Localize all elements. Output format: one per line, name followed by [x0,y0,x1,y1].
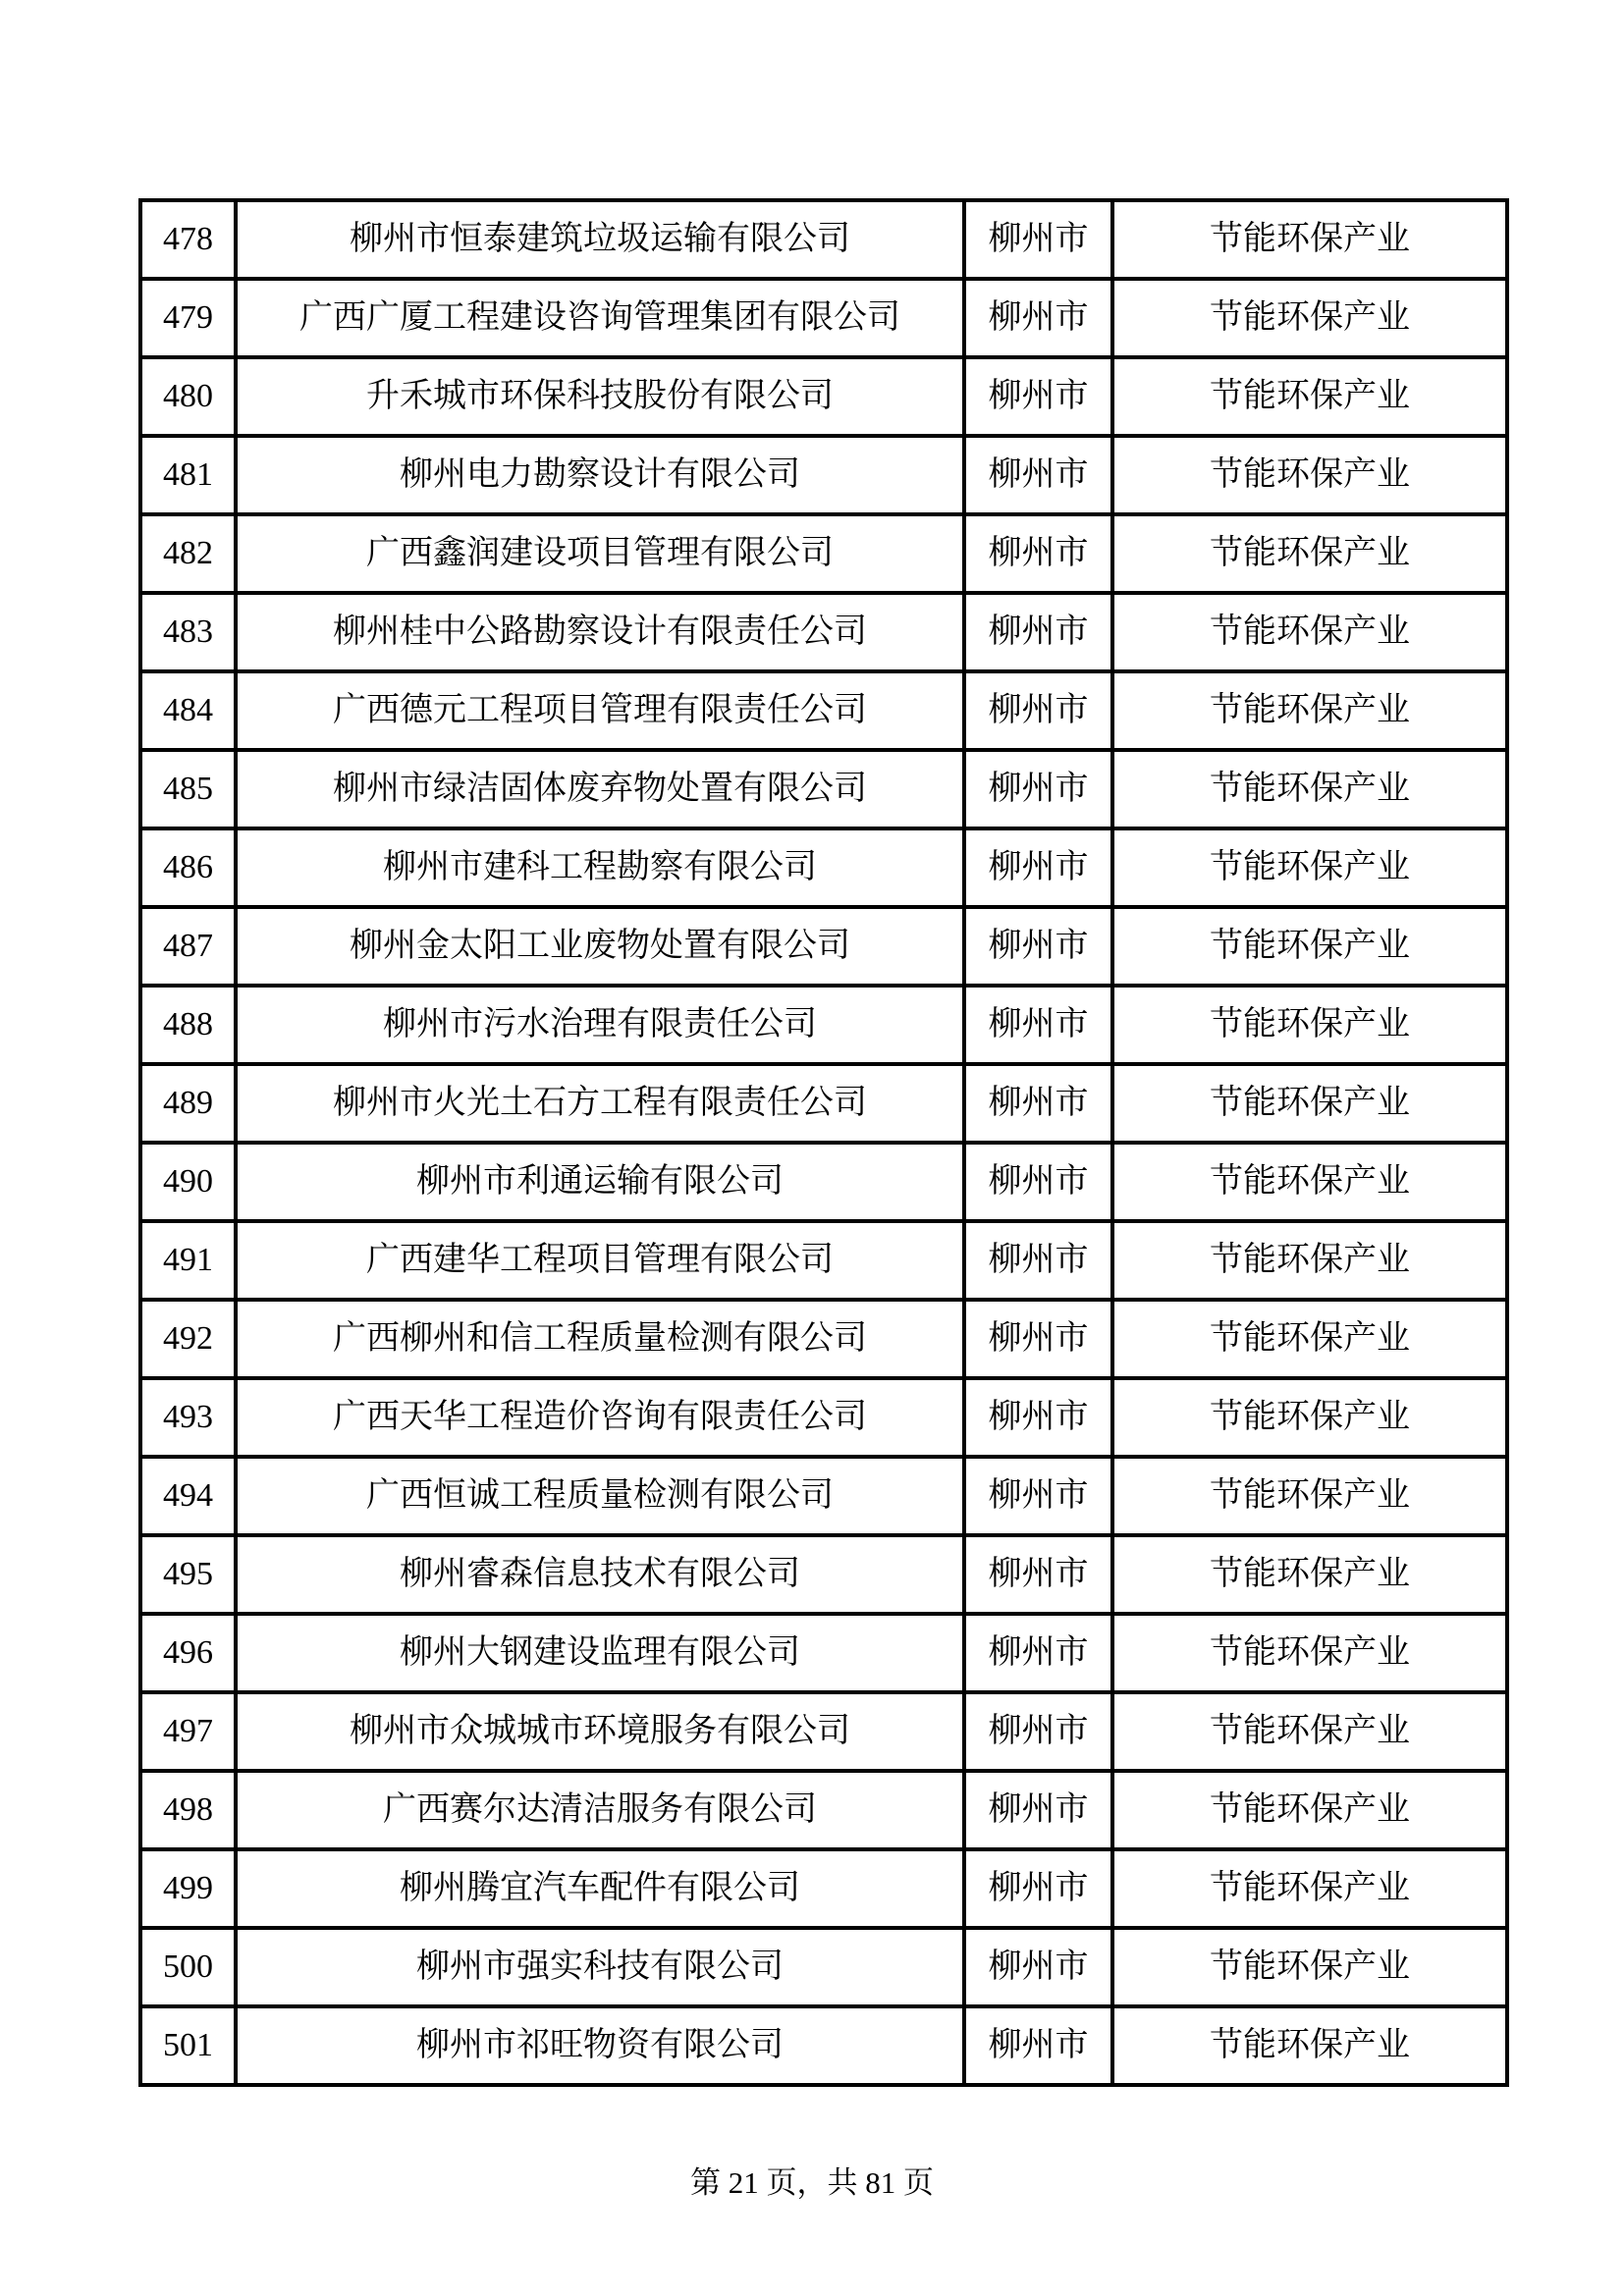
table-row [140,671,1507,750]
row-number-cell: 479 [140,279,236,357]
table-row [140,1064,1507,1143]
company-name-cell: 柳州市火光土石方工程有限责任公司 [236,1064,964,1143]
city-cell: 柳州市 [964,357,1112,436]
company-name-cell: 柳州市绿洁固体废弃物处置有限公司 [236,750,964,828]
city-cell: 柳州市 [964,828,1112,907]
row-number-cell: 484 [140,671,236,750]
row-number-cell: 478 [140,200,236,279]
table-row [140,357,1507,436]
industry-cell: 节能环保产业 [1112,1928,1507,2006]
city-cell: 柳州市 [964,1928,1112,2006]
city-cell: 柳州市 [964,1300,1112,1378]
city-cell: 柳州市 [964,436,1112,514]
company-name-cell: 广西天华工程造价咨询有限责任公司 [236,1378,964,1457]
city-cell: 柳州市 [964,1457,1112,1535]
table-row [140,750,1507,828]
table-row [140,986,1507,1064]
company-name-cell: 柳州市祁旺物资有限公司 [236,2006,964,2085]
table-body [140,200,1507,2085]
city-cell: 柳州市 [964,1378,1112,1457]
city-cell: 柳州市 [964,1771,1112,1849]
company-name-cell: 升禾城市环保科技股份有限公司 [236,357,964,436]
industry-cell: 节能环保产业 [1112,279,1507,357]
row-number-cell: 483 [140,593,236,671]
industry-cell: 节能环保产业 [1112,436,1507,514]
row-number-cell: 496 [140,1614,236,1692]
row-number-cell: 491 [140,1221,236,1300]
row-number-cell: 481 [140,436,236,514]
table-row [140,1300,1507,1378]
industry-cell: 节能环保产业 [1112,1300,1507,1378]
industry-cell: 节能环保产业 [1112,1457,1507,1535]
table-row [140,514,1507,593]
table-row [140,436,1507,514]
company-name-cell: 柳州市污水治理有限责任公司 [236,986,964,1064]
row-number-cell: 493 [140,1378,236,1457]
city-cell: 柳州市 [964,671,1112,750]
city-cell: 柳州市 [964,514,1112,593]
table-row [140,1849,1507,1928]
company-name-cell: 广西德元工程项目管理有限责任公司 [236,671,964,750]
company-name-cell: 广西鑫润建设项目管理有限公司 [236,514,964,593]
company-name-cell: 柳州腾宜汽车配件有限公司 [236,1849,964,1928]
industry-cell: 节能环保产业 [1112,2006,1507,2085]
company-name-cell: 柳州市强实科技有限公司 [236,1928,964,2006]
industry-cell: 节能环保产业 [1112,828,1507,907]
table-row [140,1457,1507,1535]
company-name-cell: 柳州电力勘察设计有限公司 [236,436,964,514]
industry-cell: 节能环保产业 [1112,593,1507,671]
industry-cell: 节能环保产业 [1112,1143,1507,1221]
city-cell: 柳州市 [964,986,1112,1064]
row-number-cell: 489 [140,1064,236,1143]
company-name-cell: 广西柳州和信工程质量检测有限公司 [236,1300,964,1378]
company-name-cell: 柳州睿森信息技术有限公司 [236,1535,964,1614]
row-number-cell: 487 [140,907,236,986]
industry-cell: 节能环保产业 [1112,1849,1507,1928]
industry-cell: 节能环保产业 [1112,200,1507,279]
table-row [140,828,1507,907]
city-cell: 柳州市 [964,1849,1112,1928]
city-cell: 柳州市 [964,200,1112,279]
row-number-cell: 488 [140,986,236,1064]
table-row [140,1928,1507,2006]
company-name-cell: 柳州市恒泰建筑垃圾运输有限公司 [236,200,964,279]
table-row [140,1378,1507,1457]
industry-cell: 节能环保产业 [1112,514,1507,593]
industry-cell: 节能环保产业 [1112,907,1507,986]
company-name-cell: 柳州市众城城市环境服务有限公司 [236,1692,964,1771]
row-number-cell: 495 [140,1535,236,1614]
table-row [140,1692,1507,1771]
row-number-cell: 497 [140,1692,236,1771]
row-number-cell: 490 [140,1143,236,1221]
table-row [140,279,1507,357]
city-cell: 柳州市 [964,907,1112,986]
company-name-cell: 广西广厦工程建设咨询管理集团有限公司 [236,279,964,357]
city-cell: 柳州市 [964,2006,1112,2085]
city-cell: 柳州市 [964,1614,1112,1692]
company-name-cell: 广西建华工程项目管理有限公司 [236,1221,964,1300]
row-number-cell: 482 [140,514,236,593]
city-cell: 柳州市 [964,750,1112,828]
company-name-cell: 柳州市利通运输有限公司 [236,1143,964,1221]
row-number-cell: 485 [140,750,236,828]
city-cell: 柳州市 [964,1535,1112,1614]
company-name-cell: 柳州大钢建设监理有限公司 [236,1614,964,1692]
table-row [140,1143,1507,1221]
company-name-cell: 广西恒诚工程质量检测有限公司 [236,1457,964,1535]
row-number-cell: 500 [140,1928,236,2006]
row-number-cell: 501 [140,2006,236,2085]
table-row [140,907,1507,986]
company-name-cell: 柳州市建科工程勘察有限公司 [236,828,964,907]
industry-cell: 节能环保产业 [1112,671,1507,750]
city-cell: 柳州市 [964,1692,1112,1771]
industry-cell: 节能环保产业 [1112,1064,1507,1143]
table-row [140,1614,1507,1692]
industry-cell: 节能环保产业 [1112,1771,1507,1849]
company-name-cell: 柳州桂中公路勘察设计有限责任公司 [236,593,964,671]
row-number-cell: 498 [140,1771,236,1849]
row-number-cell: 499 [140,1849,236,1928]
industry-cell: 节能环保产业 [1112,1614,1507,1692]
row-number-cell: 492 [140,1300,236,1378]
city-cell: 柳州市 [964,1143,1112,1221]
row-number-cell: 480 [140,357,236,436]
row-number-cell: 494 [140,1457,236,1535]
page-number-footer: 第 21 页，共 81 页 [690,2165,934,2200]
row-number-cell: 486 [140,828,236,907]
company-name-cell: 柳州金太阳工业废物处置有限公司 [236,907,964,986]
company-list-table [138,198,1509,2087]
industry-cell: 节能环保产业 [1112,986,1507,1064]
industry-cell: 节能环保产业 [1112,1535,1507,1614]
industry-cell: 节能环保产业 [1112,357,1507,436]
city-cell: 柳州市 [964,1221,1112,1300]
table-row [140,2006,1507,2085]
city-cell: 柳州市 [964,1064,1112,1143]
city-cell: 柳州市 [964,279,1112,357]
table-row [140,1535,1507,1614]
industry-cell: 节能环保产业 [1112,1378,1507,1457]
industry-cell: 节能环保产业 [1112,750,1507,828]
table-row [140,1221,1507,1300]
table-row [140,1771,1507,1849]
table-row [140,200,1507,279]
table-row [140,593,1507,671]
company-name-cell: 广西赛尔达清洁服务有限公司 [236,1771,964,1849]
city-cell: 柳州市 [964,593,1112,671]
industry-cell: 节能环保产业 [1112,1692,1507,1771]
industry-cell: 节能环保产业 [1112,1221,1507,1300]
